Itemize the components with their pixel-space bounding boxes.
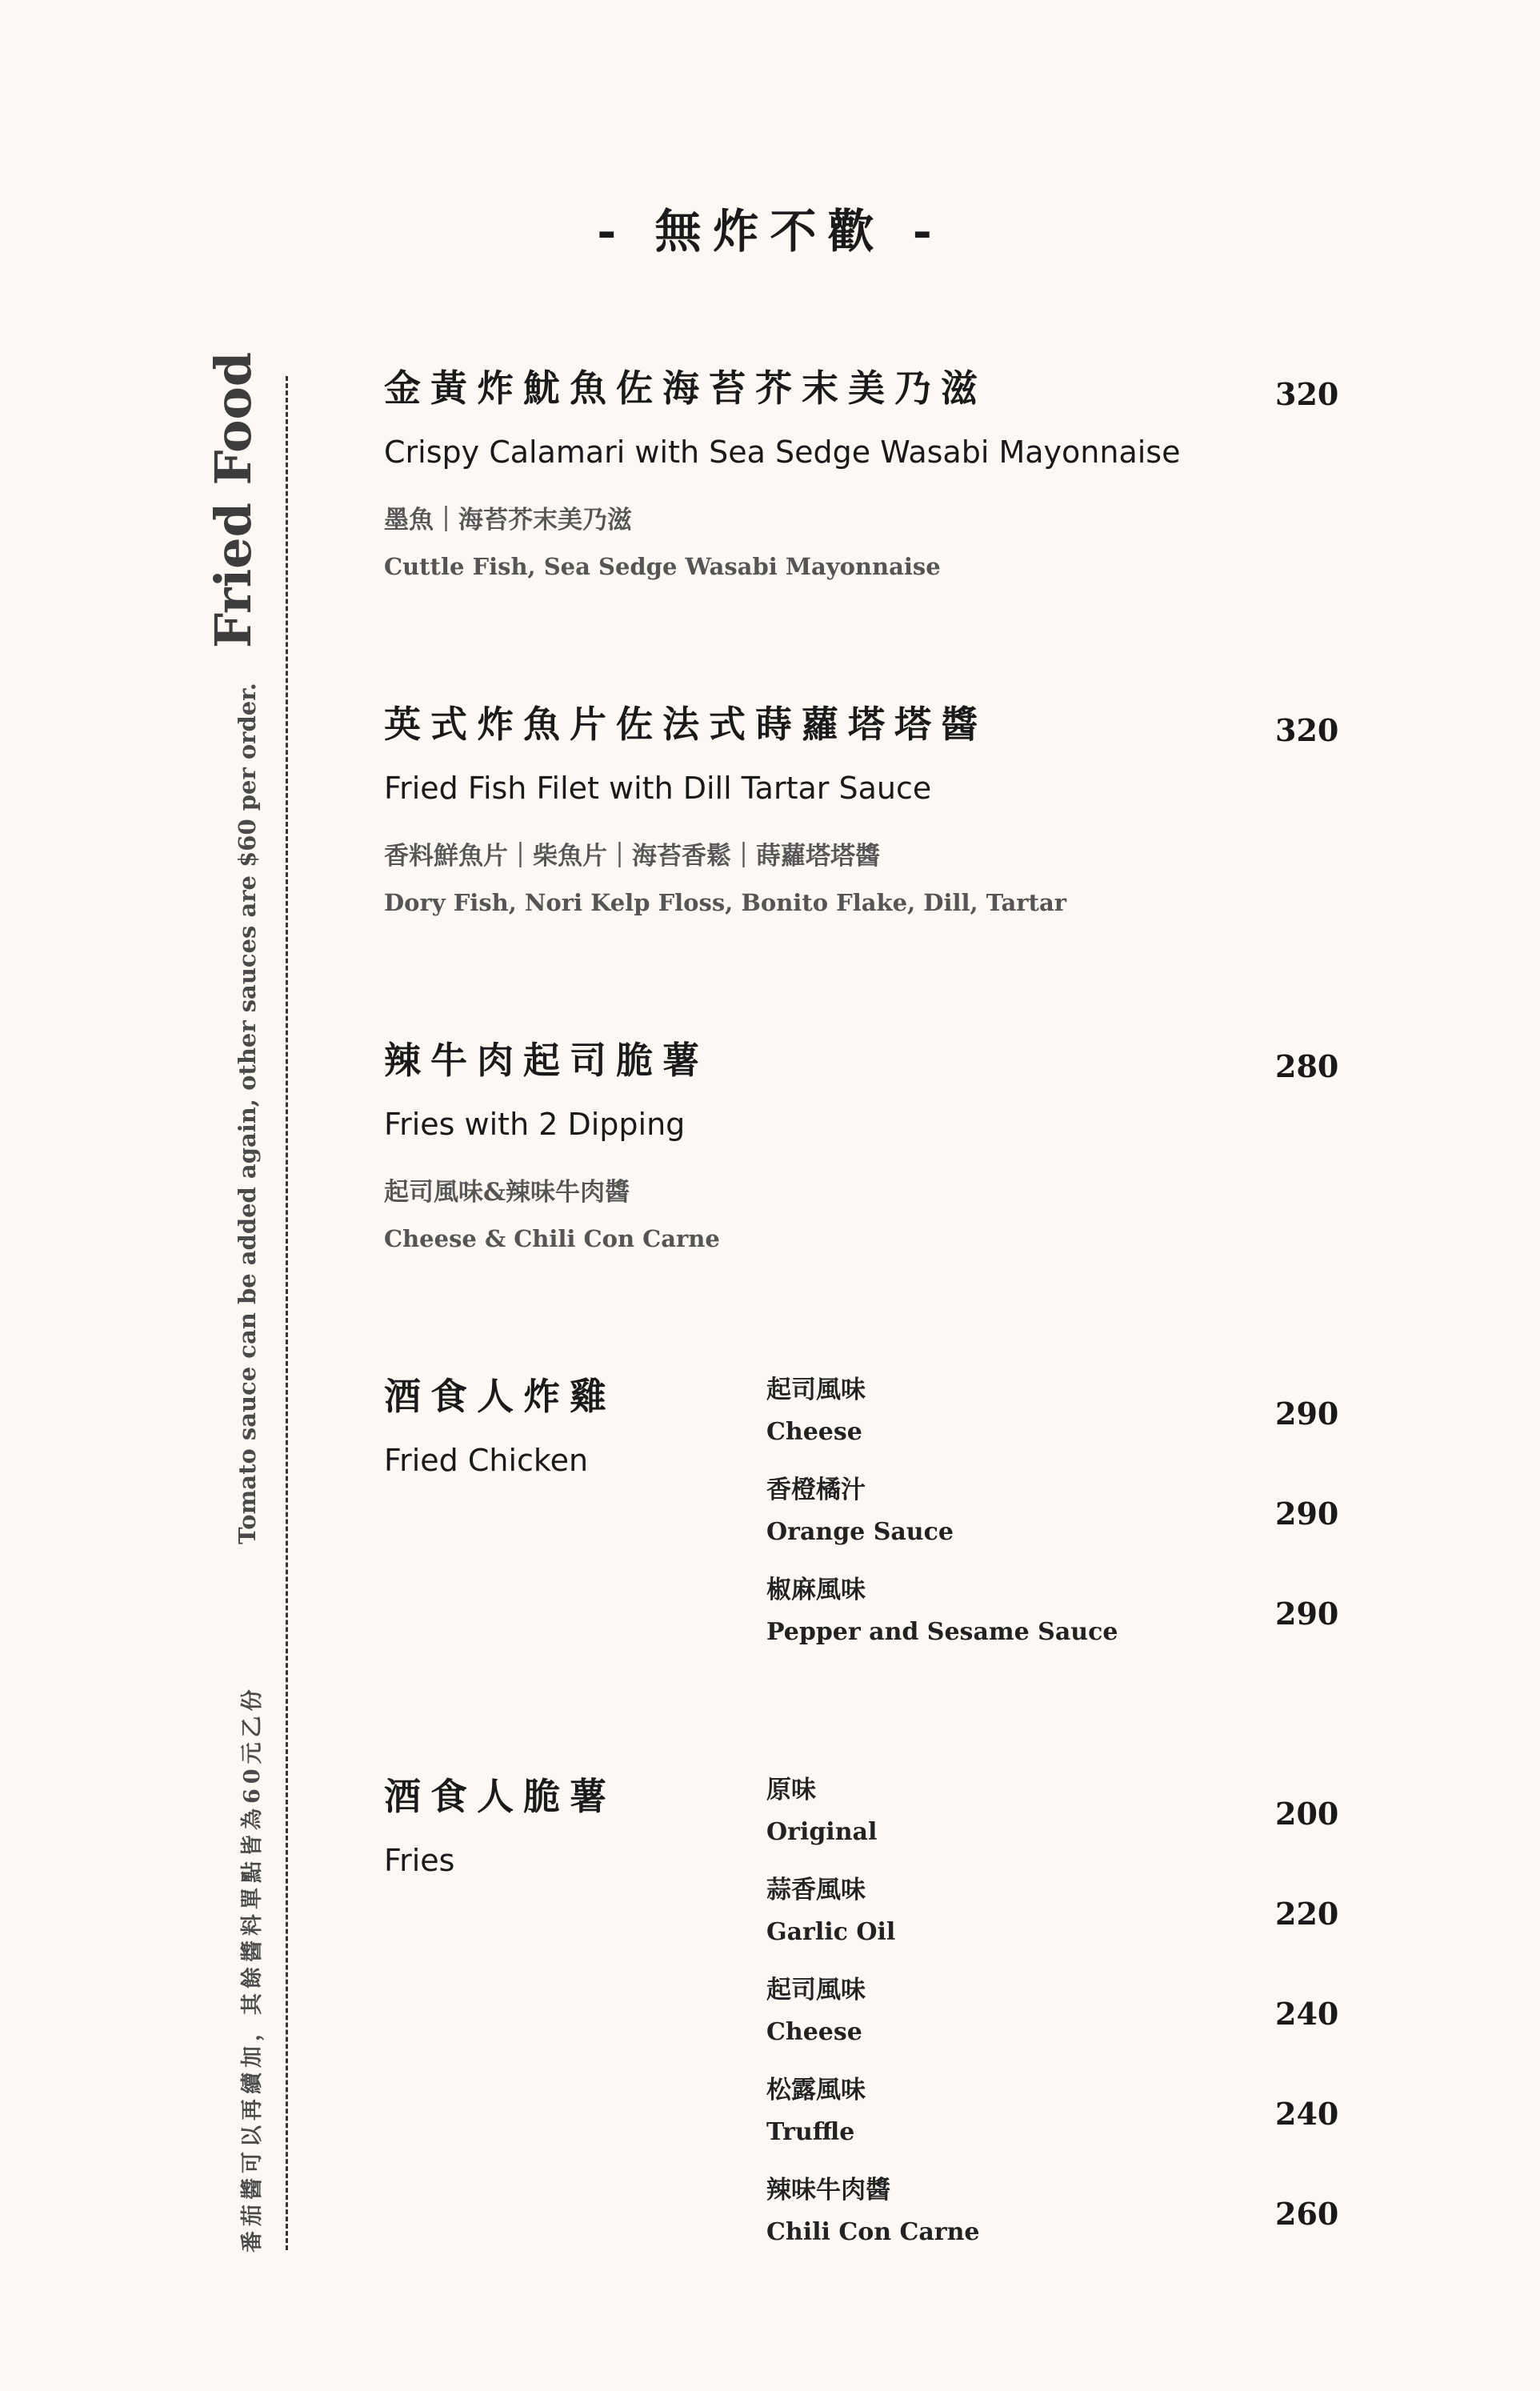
item-desc-en: Cheese & Chili Con Carne (384, 1225, 720, 1252)
menu-item-fries (384, 1775, 1339, 2274)
option-name-zh: 椒麻風味 (766, 1576, 866, 1604)
option-name-zh: 松露風味 (766, 2076, 866, 2105)
item-name-en: Fried Fish Filet with Dill Tartar Sauce (384, 771, 932, 806)
menu-item (384, 703, 1339, 916)
option-price: 260 (1275, 2196, 1339, 2232)
option-name-en: Original (766, 1818, 878, 1846)
item-name-en: Crispy Calamari with Sea Sedge Wasabi Mayonnaise (384, 435, 1181, 470)
item-desc-en: Dory Fish, Nori Kelp Floss, Bonito Flake, Dill, Tartar (384, 889, 1067, 916)
sauce-note-en: Tomato sauce can be added again, other sauces are $60 per order. (234, 683, 261, 1544)
dashed-divider (286, 376, 288, 2250)
item-name-zh: 金黃炸魷魚佐海苔芥末美乃滋 (384, 366, 987, 410)
item-name-zh: 酒食人脆薯 (384, 1775, 616, 1818)
menu-item (384, 1039, 1339, 1252)
option-price: 290 (1275, 1396, 1339, 1432)
item-name-en: Fries (384, 1843, 455, 1878)
option-name-zh: 起司風味 (766, 1976, 866, 2005)
item-name-zh: 英式炸魚片佐法式蒔蘿塔塔醬 (384, 703, 987, 746)
option-name-zh: 原味 (766, 1776, 816, 1804)
option-row (766, 2176, 1339, 2258)
option-name-zh: 辣味牛肉醬 (766, 2176, 890, 2205)
option-row (766, 1876, 1339, 1958)
menu-item (384, 366, 1339, 580)
item-desc-zh: 墨魚｜海苔芥末美乃滋 (384, 506, 632, 535)
item-name-zh: 辣牛肉起司脆薯 (384, 1039, 709, 1082)
option-price: 200 (1275, 1796, 1339, 1832)
option-name-zh: 香橙橘汁 (766, 1476, 866, 1504)
option-row (766, 1376, 1339, 1458)
option-name-en: Cheese (766, 2018, 862, 2046)
item-name-en: Fries with 2 Dipping (384, 1107, 686, 1142)
option-row (766, 1776, 1339, 1858)
option-name-zh: 起司風味 (766, 1376, 866, 1404)
item-desc-zh: 香料鮮魚片｜柴魚片｜海苔香鬆｜蒔蘿塔塔醬 (384, 842, 880, 871)
option-price: 240 (1275, 2096, 1339, 2132)
option-name-en: Garlic Oil (766, 1918, 896, 1946)
item-price: 320 (1275, 712, 1339, 748)
option-price: 290 (1275, 1596, 1339, 1632)
option-row (766, 1976, 1339, 2058)
item-name-en: Fried Chicken (384, 1443, 589, 1478)
item-name-zh: 酒食人炸雞 (384, 1375, 616, 1418)
page-title: - 無炸不歡 - (597, 204, 943, 258)
item-price: 320 (1275, 376, 1339, 412)
option-row (766, 1576, 1339, 1658)
option-row (766, 2076, 1339, 2158)
item-price: 280 (1275, 1048, 1339, 1084)
option-name-en: Pepper and Sesame Sauce (766, 1618, 1118, 1646)
option-name-zh: 蒜香風味 (766, 1876, 866, 1904)
option-price: 240 (1275, 1996, 1339, 2032)
option-row (766, 1476, 1339, 1558)
item-desc-en: Cuttle Fish, Sea Sedge Wasabi Mayonnaise (384, 553, 941, 580)
option-name-en: Truffle (766, 2118, 855, 2146)
option-name-en: Chili Con Carne (766, 2218, 980, 2246)
option-price: 290 (1275, 1496, 1339, 1532)
menu-item-chicken (384, 1375, 1339, 1666)
option-name-en: Cheese (766, 1418, 862, 1446)
section-title: Fried Food (204, 351, 262, 648)
sauce-note-zh: 番茄醬可以再續加，其餘醬料單點皆為60元乙份 (240, 1684, 265, 2253)
option-price: 220 (1275, 1896, 1339, 1932)
item-desc-zh: 起司風味&辣味牛肉醬 (384, 1178, 630, 1207)
option-name-en: Orange Sauce (766, 1518, 954, 1546)
